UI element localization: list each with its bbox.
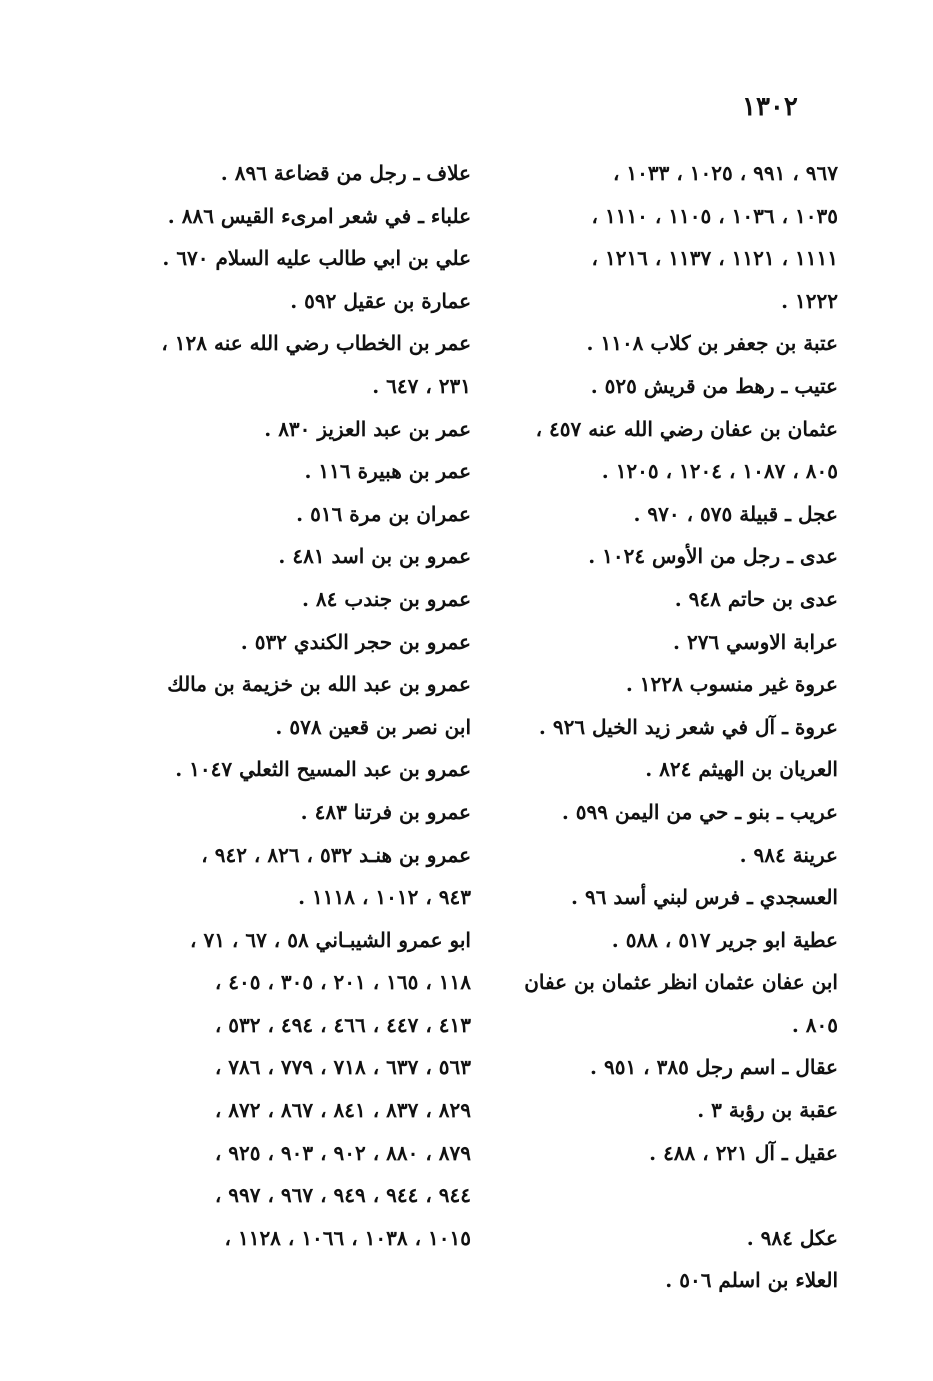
- index-entry-line: العسجدي ـ فرس لبني أسد ٩٦ .: [571, 885, 838, 910]
- index-entry-line: عقال ـ اسم رجل ٣٨٥ ، ٩٥١ .: [590, 1055, 838, 1080]
- index-entry-line: عرينة ٩٨٤ .: [739, 842, 838, 867]
- index-entry-line: عدى ـ رجل من الأوس ١٠٢٤ .: [588, 544, 838, 569]
- index-entry-line: عمرو بن جندب ٨٤ .: [301, 586, 471, 611]
- index-entry-line: ٨٠٥ ، ١٠٨٧ ، ١٢٠٤ ، ١٢٠٥ .: [601, 459, 838, 484]
- index-entry-line: عمران بن مرة ٥١٦ .: [296, 501, 471, 526]
- index-column-left: [418, 152, 838, 1302]
- index-entry-line: عمر بن الخطاب رضي الله عنه ١٢٨ ،: [161, 331, 471, 356]
- index-entry-line: ٤١٣ ، ٤٤٧ ، ٤٦٦ ، ٤٩٤ ، ٥٣٢ ،: [214, 1012, 471, 1037]
- index-entry-line: ابن عفان عثمان انظر عثمان بن عفان: [524, 970, 838, 995]
- index-entry-line: عكل ٩٨٤ .: [746, 1225, 838, 1250]
- index-entry-line: عمرو بن حجر الكندي ٥٣٢ .: [240, 629, 471, 654]
- index-entry-line: عمرو بن عبد المسيح الثعلي ١٠٤٧ .: [175, 757, 471, 782]
- page-number: ١٣٠٢: [742, 92, 798, 122]
- index-entry-line: عقبة بن رؤبة ٣ .: [697, 1098, 838, 1123]
- index-entry-line: ١١٨ ، ١٦٥ ، ٢٠١ ، ٣٠٥ ، ٤٠٥ ،: [214, 970, 471, 995]
- index-entry-line: عمر بن هبيرة ١١٦ .: [304, 459, 471, 484]
- index-entry-line: ٨٢٩ ، ٨٣٧ ، ٨٤١ ، ٨٦٧ ، ٨٧٢ ،: [214, 1098, 471, 1123]
- index-entry-line: عمر بن عبد العزيز ٨٣٠ .: [264, 416, 471, 441]
- index-entry-line: عروة ـ آل في شعر زيد الخيل ٩٢٦ .: [538, 714, 838, 739]
- index-entry-line: علاف ـ رجل من قضاعة ٨٩٦ .: [220, 161, 471, 185]
- index-entry-line: ١٠١٥ ، ١٠٣٨ ، ١٠٦٦ ، ١١٢٨ ،: [224, 1225, 471, 1250]
- index-entry-line: عطية ابو جرير ٥١٧ ، ٥٨٨ .: [611, 927, 838, 952]
- index-entry-line: ١٢٢٢ .: [781, 288, 838, 313]
- index-entry-line: عجل ـ قبيلة ٥٧٥ ، ٩٧٠ .: [633, 501, 838, 526]
- index-entry-line: عقيل ـ آل ٢٢١ ، ٤٨٨ .: [649, 1140, 838, 1165]
- index-entry-line: عمارة بن عقيل ٥٩٢ .: [290, 288, 471, 313]
- index-entry-line: عثمان بن عفان رضي الله عنه ٤٥٧ ،: [535, 416, 838, 441]
- index-entry-line: ابو عمرو الشيبـاني ٥٨ ، ٦٧ ، ٧١ ،: [190, 927, 471, 952]
- index-entry-line: عدى بن حاتم ٩٤٨ .: [674, 586, 838, 611]
- index-entry-line: عتيب ـ رهط من قريش ٥٢٥ .: [590, 373, 838, 398]
- index-entry-line: عمرو بن هنـد ٥٣٢ ، ٨٢٦ ، ٩٤٢ ،: [201, 842, 471, 867]
- index-entry-line: ٩٤٣ ، ١٠١٢ ، ١١١٨ .: [298, 885, 471, 910]
- index-entry-line: العريان بن الهيثم ٨٢٤ .: [645, 757, 838, 782]
- index-entry-line: عمرو بن عبد الله بن خزيمة بن مالك: [167, 672, 471, 697]
- index-entry-line: ١١١١ ، ١١٢١ ، ١١٣٧ ، ١٢١٦ ،: [591, 246, 838, 271]
- index-entry-line: عريب ـ بنو ـ حي من اليمن ٥٩٩ .: [561, 799, 838, 824]
- index-column-right: [51, 152, 471, 1259]
- index-entry-line: ٨٧٩ ، ٨٨٠ ، ٩٠٢ ، ٩٠٣ ، ٩٢٥ ،: [214, 1140, 471, 1165]
- index-entry-line: عروة غير منسوب ١٢٢٨ .: [625, 672, 838, 697]
- index-entry-line: ٩٦٧ ، ٩٩١ ، ١٠٢٥ ، ١٠٣٣ ،: [613, 161, 838, 185]
- index-entry-line: عتبة بن جعفر بن كلاب ١١٠٨ .: [586, 331, 838, 356]
- index-entry-line: ٨٠٥ .: [791, 1012, 838, 1037]
- index-entry-line: ٢٣١ ، ٦٤٧ .: [372, 373, 471, 398]
- index-entry-line: ٩٤٤ ، ٩٤٤ ، ٩٤٩ ، ٩٦٧ ، ٩٩٧ ،: [214, 1183, 471, 1208]
- index-entry-line: عمرو بن فرتنا ٤٨٣ .: [300, 799, 471, 824]
- index-entry-line: عمرو بن بن اسد ٤٨١ .: [278, 544, 471, 569]
- index-entry-line: ٥٦٣ ، ٦٣٧ ، ٧١٨ ، ٧٧٩ ، ٧٨٦ ،: [214, 1055, 471, 1080]
- index-entry-line: ١٠٣٥ ، ١٠٣٦ ، ١١٠٥ ، ١١١٠ ،: [591, 203, 838, 228]
- index-entry-line: عرابة الاوسي ٢٧٦ .: [673, 629, 838, 654]
- index-entry-line: العلاء بن اسلم ٥٠٦ .: [665, 1268, 838, 1293]
- index-entry-line: [418, 1174, 838, 1217]
- index-entry-line: علباء ـ في شعر امرىء القيس ٨٨٦ .: [167, 203, 471, 228]
- index-entry-line: علي بن ابي طالب عليه السلام ٦٧٠ .: [162, 246, 471, 271]
- index-entry-line: ابن نصر بن قعين ٥٧٨ .: [275, 714, 471, 739]
